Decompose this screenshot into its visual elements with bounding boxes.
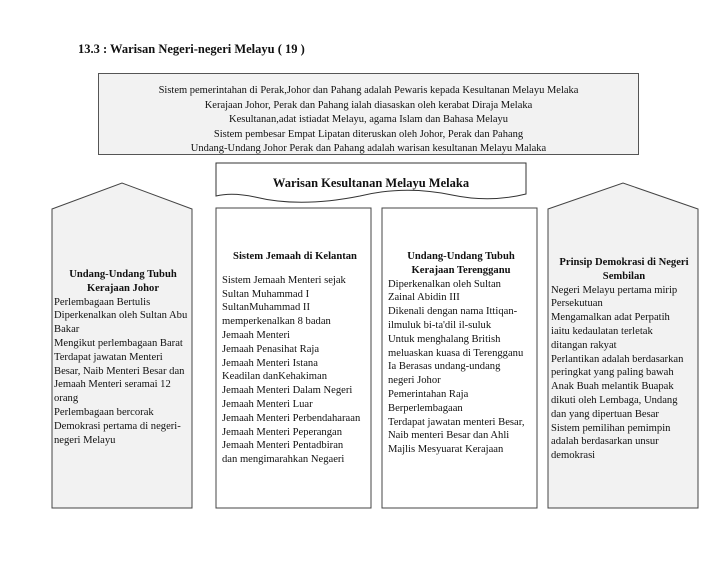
column-item: Mengikut perlembagaan Barat — [54, 337, 183, 349]
column-item: Untuk menghalang British — [388, 333, 501, 345]
summary-line: Kerajaan Johor, Perak dan Pahang ialah diasaskan oleh kerabat Diraja Melaka — [204, 99, 533, 111]
column-item: Mengamalkan adat Perpatih — [551, 312, 670, 324]
column-johor — [54, 268, 192, 447]
column-item: Negeri Melayu pertama mirip — [551, 284, 678, 296]
column-item: SultanMuhammad II — [222, 302, 310, 314]
column-heading: Kerajaan Johor — [86, 282, 160, 294]
column-heading: Undang-Undang Tubuh — [69, 269, 177, 280]
column-item: Berperlembagaan — [388, 402, 463, 414]
column-item: Besar, Naib Menteri Besar dan — [54, 365, 185, 377]
summary-line: Kesultanan,adat istiadat Melayu, agama Islam dan Bahasa Melayu — [228, 114, 509, 126]
column-item: dan mengimarahkan Negaeri — [222, 454, 345, 466]
column-kelantan — [222, 250, 368, 467]
column-item: ilmuluk bi-ta'dil il-suluk — [388, 319, 492, 331]
column-item: Jemaah Penasihat Raja — [222, 343, 320, 355]
column-item: Keadilan danKehakiman — [222, 371, 328, 383]
column-heading: Undang-Undang Tubuh — [407, 251, 515, 262]
column-item: dan yang dipertuan Besar — [551, 408, 659, 420]
column-item: negeri Melayu — [54, 434, 116, 446]
column-item: Bakar — [54, 324, 80, 336]
column-item: Sultan Muhammad I — [222, 288, 310, 300]
column-item: Jemaah Menteri Luar — [222, 398, 313, 410]
column-item: Perlantikan adalah berdasarkan — [551, 353, 684, 365]
column-item: Diperkenalkan oleh Sultan — [388, 278, 501, 290]
column-item: Sistem pemilihan pemimpin — [551, 422, 671, 434]
column-item: iaitu kedaulatan terletak — [551, 325, 653, 337]
column-heading: Sistem Jemaah di Kelantan — [233, 251, 357, 262]
column-item: Anak Buah melantik Buapak — [551, 381, 674, 393]
column-item: Jemaah Menteri Pentadbiran — [222, 440, 344, 452]
column-item: Perlembagaan Bertulis — [54, 296, 151, 308]
column-item: Ia Berasas undang-undang — [388, 361, 501, 373]
column-heading: Kerajaan Terengganu — [411, 264, 511, 276]
column-negeri-sembilan — [551, 256, 697, 463]
column-item: Demokrasi pertama di negeri- — [54, 420, 181, 432]
column-item: ditangan rakyat — [551, 339, 617, 351]
column-heading: Prinsip Demokrasi di Negeri — [559, 257, 689, 268]
column-item: Sistem Jemaah Menteri sejak — [222, 274, 346, 286]
column-item: Jemaah Menteri — [222, 329, 290, 341]
summary-line: Sistem pembesar Empat Lipatan diteruskan oleh Johor, Perak dan Pahang — [213, 128, 524, 140]
column-heading: Sembilan — [602, 270, 646, 282]
column-terengganu — [388, 250, 534, 457]
column-item: Perlembagaan bercorak — [54, 406, 154, 418]
column-item: Jemaah Menteri Perbendaharaan — [222, 412, 361, 424]
column-item: Jemaah Menteri seramai 12 — [54, 379, 171, 391]
page-title: 13.3 : Warisan Negeri-negeri Melayu ( 19 ) — [78, 42, 305, 56]
column-item: Naib menteri Besar dan Ahli — [388, 430, 510, 442]
column-item: Terdapat jawatan menteri Besar, — [388, 416, 525, 428]
column-item: Persekutuan — [551, 298, 603, 310]
summary-line: Sistem pemerintahan di Perak,Johor dan Pahang adalah Pewaris kepada Kesultanan Melayu Melaka — [158, 85, 579, 96]
column-item: Zainal Abidin III — [388, 292, 460, 304]
column-item: memperkenalkan 8 badan — [222, 316, 331, 328]
column-item: negeri Johor — [388, 375, 441, 387]
column-item: peringkat yang paling bawah — [551, 367, 674, 379]
column-item: demokrasi — [551, 450, 596, 462]
column-item: dikuti oleh Lembaga, Undang — [551, 394, 678, 406]
column-item: Terdapat jawatan Menteri — [54, 351, 163, 363]
column-item: Majlis Mesyuarat Kerajaan — [388, 444, 504, 456]
column-item: Jemaah Menteri Istana — [222, 357, 318, 369]
summary-line: Undang-Undang Johor Perak dan Pahang adalah warisan kesultanan Melayu Malaka — [190, 143, 547, 155]
column-item: Dikenali dengan nama Ittiqan- — [388, 306, 518, 318]
column-item: Pemerintahan Raja — [388, 388, 469, 400]
column-item: orang — [54, 393, 79, 405]
column-item: meluaskan kuasa di Terengganu — [388, 347, 524, 359]
column-item: adalah berdasarkan unsur — [551, 436, 659, 448]
column-item: Diperkenalkan oleh Sultan Abu — [54, 310, 188, 322]
banner-title: Warisan Kesultanan Melayu Melaka — [272, 176, 470, 190]
column-item: Jemaah Menteri Peperangan — [222, 426, 343, 438]
column-item: Jemaah Menteri Dalam Negeri — [222, 385, 353, 397]
